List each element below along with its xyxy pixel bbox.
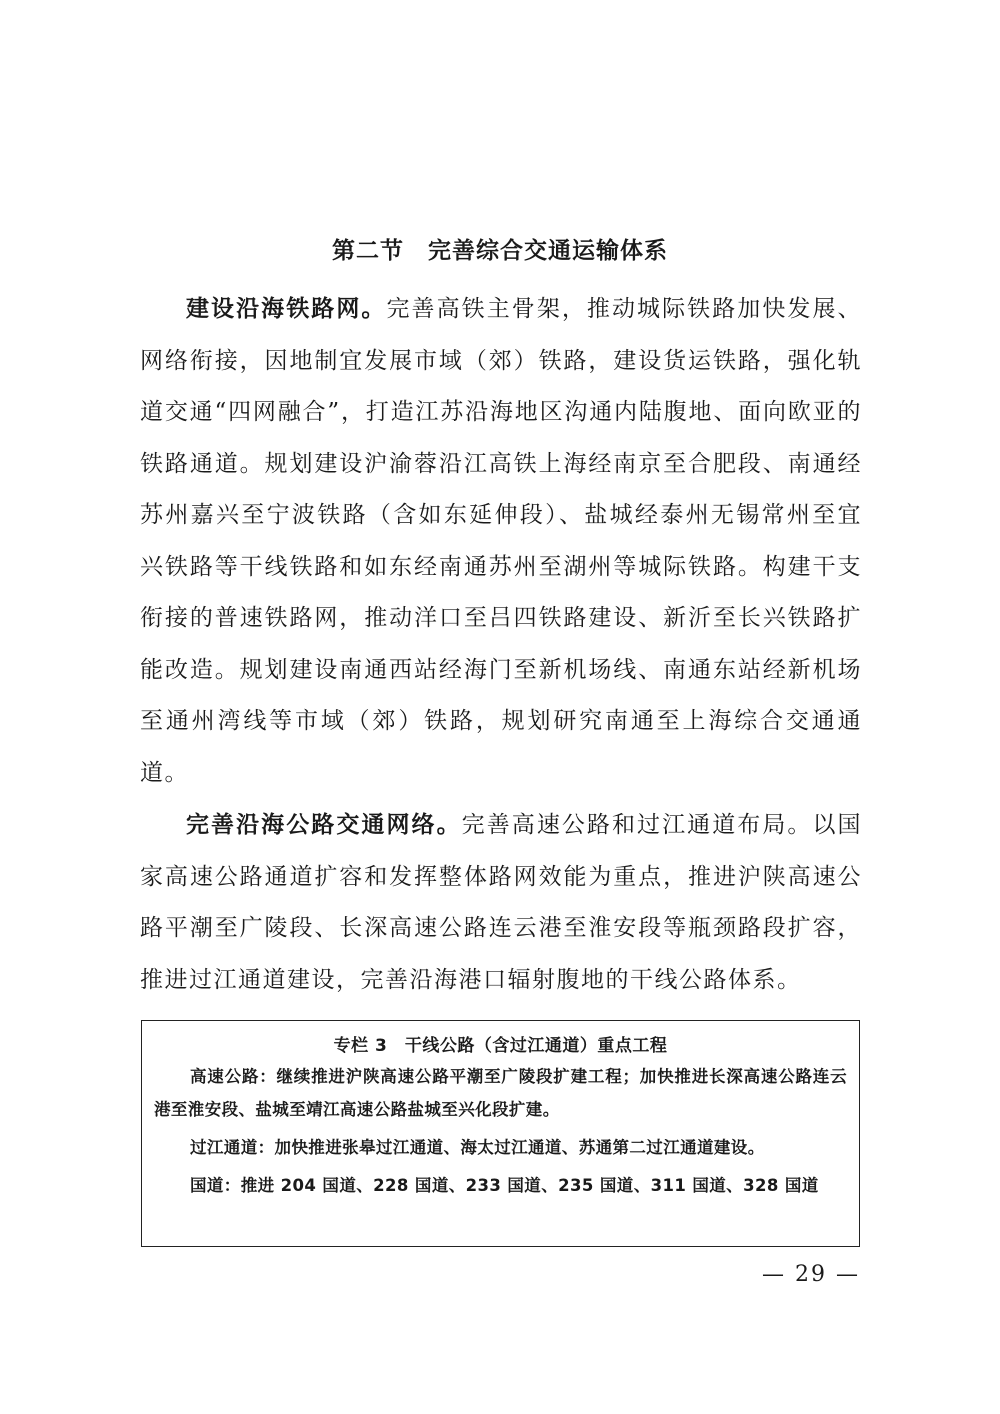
paragraph-text: 完善高铁主骨架，推动城际铁路加快发展、网络衔接，因地制宜发展市域（郊）铁路，建设货运铁路，强化轨道交通“四网融合”，打造江苏沿海地区沟通内陆腹地、面向欧亚的铁路通道。规划建设沪渝蓉沿江高铁上海经南京至合肥段、南通经苏州嘉兴至宁波铁路（含如东延伸段）、盐城经泰州无锡常州至宜兴铁路等干线铁路和如东经南通苏州至湖州等城际铁路。构建干支衔接的普速铁路网，推动洋口至吕四铁路建设、新沂至长兴铁路扩能改造。规划建设南通西站经海门至新机场线、南通东站经新机场至通州湾线等市域（郊）铁路，规划研究南通至上海综合交通通道。	[140, 296, 863, 786]
paragraph-highway	[140, 799, 862, 1006]
paragraph-lead: 完善沿海公路交通网络。	[186, 811, 462, 838]
section-title: 第二节 完善综合交通运输体系	[332, 238, 668, 264]
body-text	[140, 283, 862, 1006]
paragraph-railway	[140, 283, 862, 799]
feature-column-box	[141, 1020, 860, 1247]
column-title: 专栏 3 干线公路（含过江通道）重点工程	[333, 1036, 668, 1056]
paragraph-text: 完善高速公路和过江通道布局。以国家高速公路通道扩容和发挥整体路网效能为重点，推进沪陕高速公路平潮至广陵段、长深高速公路连云港至淮安段等瓶颈路段扩容，推进过江通道建设，完善沿海港口辐射腹地的干线公路体系。	[140, 812, 863, 993]
column-item-expressway: 高速公路：继续推进沪陕高速公路平潮至广陵段扩建工程；加快推进长深高速公路连云港至淮安段、盐城至靖江高速公路盐城至兴化段扩建。	[154, 1067, 847, 1119]
page-number: — 29 —	[762, 1262, 860, 1287]
column-item-river-crossing: 过江通道：加快推进张皋过江通道、海太过江通道、苏通第二过江通道建设。	[190, 1138, 765, 1157]
paragraph-lead: 建设沿海铁路网。	[186, 295, 387, 322]
column-item-national-road: 国道：推进 204 国道、228 国道、233 国道、235 国道、311 国道、328 国道	[190, 1176, 819, 1195]
